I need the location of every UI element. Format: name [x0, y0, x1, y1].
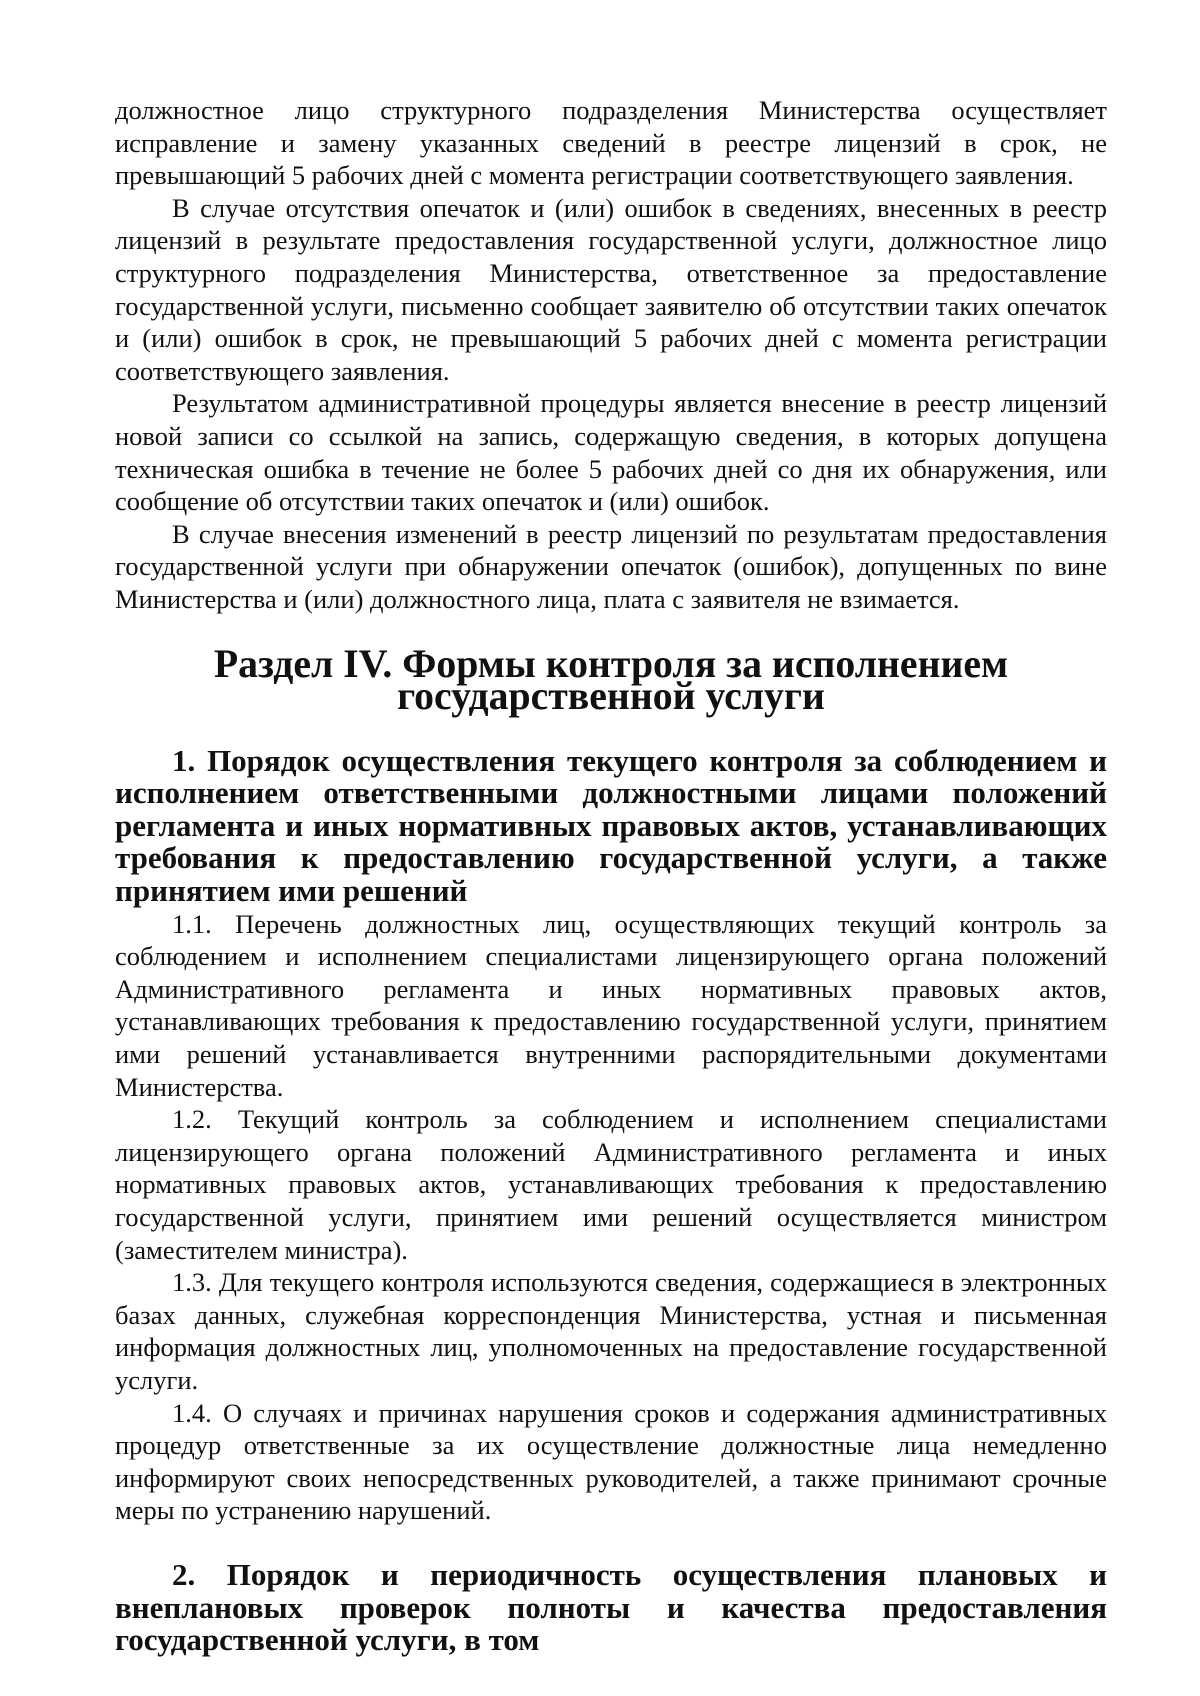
- item-1-1: 1.1. Перечень должностных лиц, осуществляющих текущий контроль за соблюдением и исполнением специалистами лицензирующего органа положений Административного регламента и иных нормативных правовых актов, устанавливающих требования к предоставлению государственной услуги, принятием ими решений устанавливается внутренними распорядительными документами Министерства.: [115, 908, 1107, 1102]
- spacer: [115, 1527, 1107, 1559]
- item-1-4: 1.4. О случаях и причинах нарушения сроков и содержания административных процедур ответственные за их осуществление должностные лица немедленно информируют своих непосредственных руководителей, а также принимают срочные меры по устранению нарушений.: [115, 1397, 1107, 1526]
- item-1-2: 1.2. Текущий контроль за соблюдением и исполнением специалистами лицензирующего органа положений Административного регламента и иных нормативных правовых актов, устанавливающих требования к предоставлению государственной услуги, принятием ими решений осуществляется министром (заместителем министра).: [115, 1104, 1107, 1265]
- item-1-3: 1.3. Для текущего контроля используются сведения, содержащиеся в электронных базах данных, служебная корреспонденция Министерства, устная и письменная информация должностных лиц, уполномоченных на предоставление государственной услуги.: [115, 1267, 1107, 1395]
- subsection-2-title: 2. Порядок и периодичность осуществления плановых и внеплановых проверок полноты и качества предоставления государственной услуги, в том: [115, 1556, 1107, 1658]
- paragraph-fee: В случае внесения изменений в реестр лицензий по результатам предоставления государственной услуги при обнаружении опечаток (ошибок), допущенных по вине Министерства и (или) должностного лица, плата с заявителя не взимается.: [115, 518, 1107, 614]
- paragraph-result: Результатом административной процедуры является внесение в реестр лицензий новой записи со ссылкой на запись, содержащую сведения, в которых допущена техническая ошибка в течение не более 5 рабочих дней со дня их обнаружения, или сообщение об отсутствии таких опечаток и (или) ошибок.: [115, 388, 1107, 517]
- document-page: [115, 94, 1107, 1657]
- section-title: Раздел IV. Формы контроля за исполнением государственной услуги: [213, 641, 1009, 719]
- paragraph-no-errors: В случае отсутствия опечаток и (или) ошибок в сведениях, внесенных в реестр лицензий в результате предоставления государственной услуги, должностное лицо структурного подразделения Министерства, ответственное за предоставление государственной услуги, письменно сообщает заявителю об отсутствии таких опечаток и (или) ошибок в срок, не превышающий 5 рабочих дней с момента регистрации соответствующего заявления.: [115, 192, 1107, 386]
- subsection-1-title: 1. Порядок осуществления текущего контроля за соблюдением и исполнением ответственными должностными лицами положений регламента и иных нормативных правовых актов, устанавливающих требования к предоставлению государственной услуги, а также принятием ими решений: [115, 742, 1107, 909]
- paragraph-continuation: должностное лицо структурного подразделения Министерства осуществляет исправление и замену указанных сведений в реестре лицензий в срок, не превышающий 5 рабочих дней с момента регистрации соответствующего заявления.: [115, 95, 1107, 191]
